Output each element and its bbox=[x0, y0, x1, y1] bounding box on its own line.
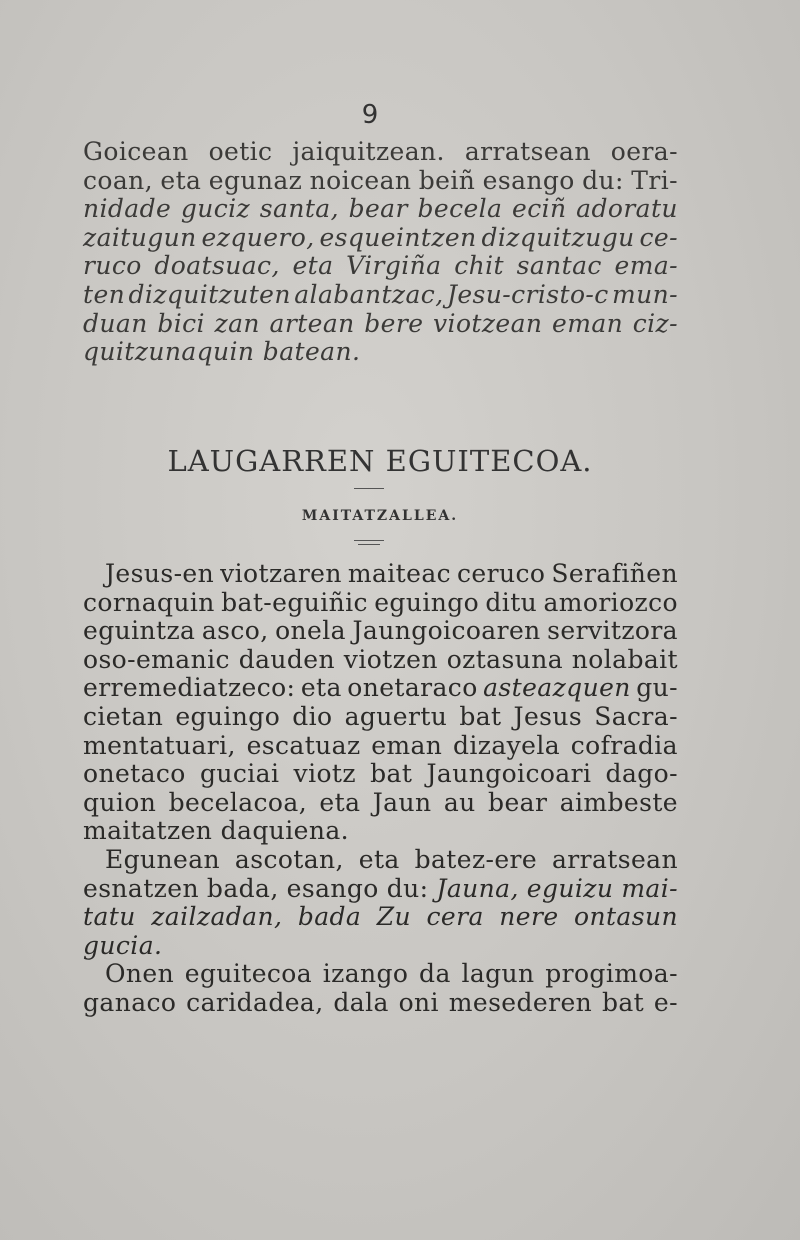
word: adoratu bbox=[576, 194, 678, 224]
word: viotzaren bbox=[220, 559, 342, 588]
word: escatuaz bbox=[246, 730, 361, 760]
word: eguintza bbox=[83, 616, 196, 646]
word: Jauna, bbox=[436, 873, 519, 903]
word: progimoa- bbox=[545, 959, 678, 989]
text-line bbox=[83, 817, 678, 846]
section-subheading: MAITATZALLEA. bbox=[301, 508, 459, 524]
word: bat-eguiñic bbox=[221, 587, 368, 617]
text-line bbox=[83, 281, 678, 310]
word: zan bbox=[214, 308, 260, 338]
word: ganaco bbox=[83, 987, 177, 1017]
word: eciñ bbox=[512, 194, 567, 224]
word: becelacoa, bbox=[168, 787, 308, 817]
word: tatu bbox=[83, 902, 136, 932]
word: oni bbox=[398, 987, 439, 1017]
word: amoriozco bbox=[543, 587, 678, 617]
word: esango bbox=[286, 873, 379, 903]
word: maitatzen bbox=[83, 816, 213, 846]
word: bear bbox=[348, 194, 408, 224]
word: asco, bbox=[201, 616, 269, 646]
word: oso-emanic bbox=[83, 644, 230, 674]
word: eguitecoa bbox=[184, 959, 313, 989]
word: ceruco bbox=[457, 559, 546, 588]
word: mentatuari, bbox=[83, 730, 236, 760]
text-line bbox=[83, 932, 678, 961]
word: Tri- bbox=[631, 165, 678, 195]
word: mesederen bbox=[448, 987, 593, 1017]
word: Serafiñen bbox=[551, 559, 678, 588]
word: eta bbox=[358, 844, 400, 874]
word: eta bbox=[319, 787, 361, 817]
word: guciz bbox=[180, 194, 251, 224]
word: erremediatzeco: bbox=[83, 673, 296, 703]
subheading-rule-bottom bbox=[358, 544, 380, 545]
word: santa, bbox=[259, 194, 339, 224]
text-line bbox=[83, 903, 678, 932]
word: Sacra- bbox=[594, 701, 678, 731]
word: artean bbox=[269, 308, 355, 338]
text-line bbox=[83, 703, 678, 732]
text-line bbox=[83, 732, 678, 761]
word: dala bbox=[333, 987, 389, 1017]
word: bat bbox=[601, 987, 645, 1017]
word: batean. bbox=[262, 337, 361, 367]
text-line bbox=[83, 224, 678, 253]
word: nidade bbox=[83, 194, 172, 224]
text-line bbox=[83, 646, 678, 675]
word: Jaungoicoari bbox=[426, 759, 592, 789]
word: dizquitzugu bbox=[481, 222, 635, 252]
word: du: bbox=[582, 165, 624, 195]
word: eguingo bbox=[175, 701, 281, 731]
word: santac bbox=[516, 251, 602, 281]
word: arratsean bbox=[464, 137, 591, 166]
word: dio bbox=[292, 701, 333, 731]
word: Goicean bbox=[83, 137, 189, 166]
word: egunaz bbox=[208, 165, 303, 195]
text-line bbox=[83, 560, 678, 589]
word: ditu bbox=[485, 587, 538, 617]
word: da bbox=[419, 959, 451, 989]
text-line bbox=[83, 989, 678, 1018]
word: esango bbox=[482, 165, 575, 195]
word: becela bbox=[417, 194, 503, 224]
word: eta bbox=[292, 251, 334, 281]
word: eman bbox=[552, 308, 624, 338]
word: oetic bbox=[208, 137, 273, 166]
word: cornaquin bbox=[83, 587, 215, 617]
word: aimbeste bbox=[559, 787, 678, 817]
subheading-rule-top bbox=[354, 540, 384, 541]
word: au bbox=[443, 787, 476, 817]
word: eta bbox=[160, 165, 202, 195]
word: batez-ere bbox=[414, 844, 538, 874]
word: bici bbox=[157, 308, 205, 338]
word: bat bbox=[370, 759, 413, 789]
word: mai- bbox=[621, 873, 678, 903]
intro-paragraph bbox=[83, 138, 678, 367]
word: Zu bbox=[376, 902, 412, 932]
word: Jaungoicoaren bbox=[352, 616, 541, 646]
word: viotz bbox=[293, 759, 356, 789]
text-line bbox=[83, 167, 678, 196]
word: zailzadan, bbox=[151, 902, 283, 932]
word: beiñ bbox=[418, 165, 476, 195]
word: coan, bbox=[83, 165, 154, 195]
word: esqueintzen bbox=[319, 222, 477, 252]
word: bada bbox=[297, 902, 362, 932]
word: Onen bbox=[105, 959, 175, 989]
word: Jesus bbox=[513, 701, 583, 731]
word: guciai bbox=[199, 759, 280, 789]
word: bear bbox=[488, 787, 548, 817]
word: nolabait bbox=[571, 644, 678, 674]
word: servitzora bbox=[547, 616, 678, 646]
word: noicean bbox=[309, 165, 412, 195]
word: cietan bbox=[83, 701, 164, 731]
word: cera bbox=[426, 902, 484, 932]
word: doatsuac, bbox=[154, 251, 280, 281]
word: ema- bbox=[614, 251, 678, 281]
word: nere bbox=[499, 902, 559, 932]
word: bere bbox=[364, 308, 424, 338]
word: ce- bbox=[639, 222, 678, 252]
word: aguertu bbox=[344, 701, 448, 731]
text-line bbox=[83, 195, 678, 224]
word: chit bbox=[454, 251, 504, 281]
word: oera- bbox=[610, 137, 678, 166]
word: Egunean bbox=[105, 844, 221, 874]
text-line bbox=[83, 252, 678, 281]
text-line bbox=[83, 589, 678, 618]
word: jaiquitzean. bbox=[292, 137, 445, 166]
word: eguizu bbox=[526, 873, 614, 903]
word: eta bbox=[300, 673, 342, 703]
text-line bbox=[83, 960, 678, 989]
text-line bbox=[83, 674, 678, 703]
text-line bbox=[83, 789, 678, 818]
word: viotzean bbox=[433, 308, 543, 338]
text-line bbox=[83, 846, 678, 875]
word: ascotan, bbox=[234, 844, 344, 874]
word: ten bbox=[83, 279, 126, 309]
text-line bbox=[83, 760, 678, 789]
word: duan bbox=[83, 308, 148, 338]
word: Jesu-cristo-c bbox=[446, 279, 609, 309]
word: izango bbox=[322, 959, 409, 989]
word: gucia. bbox=[83, 930, 163, 960]
word: viotzen bbox=[343, 644, 438, 674]
text-line bbox=[83, 617, 678, 646]
word: esnatzen bbox=[83, 873, 199, 903]
word: maiteac bbox=[347, 559, 452, 588]
page-number: 9 bbox=[361, 100, 379, 130]
word: asteazquen bbox=[483, 673, 631, 703]
word: quion bbox=[83, 787, 157, 817]
word: Jaun bbox=[372, 787, 432, 817]
word: alabantzac, bbox=[294, 279, 444, 309]
word: onetaco bbox=[83, 759, 186, 789]
word: arratsean bbox=[551, 844, 678, 874]
word: ciz- bbox=[632, 308, 678, 338]
word: onela bbox=[275, 616, 346, 646]
word: zaitugun bbox=[83, 222, 197, 252]
word: Jesus-en bbox=[105, 559, 215, 588]
word: gu- bbox=[636, 673, 678, 703]
word: ruco bbox=[83, 251, 142, 281]
word: bada, bbox=[206, 873, 279, 903]
section-heading: LAUGARREN EGUITECOA. bbox=[167, 444, 593, 478]
word: eman bbox=[371, 730, 443, 760]
word: quitzunaquin bbox=[83, 337, 255, 367]
text-line bbox=[83, 310, 678, 339]
text-line bbox=[83, 138, 678, 167]
word: e- bbox=[653, 987, 678, 1017]
word: Virgiña bbox=[346, 251, 442, 281]
word: eguingo bbox=[374, 587, 480, 617]
word: daquiena. bbox=[220, 816, 349, 846]
word: caridadea, bbox=[186, 987, 324, 1017]
word: oztasuna bbox=[446, 644, 563, 674]
word: bat bbox=[459, 701, 502, 731]
body-paragraphs bbox=[83, 560, 678, 1018]
word: ezquero, bbox=[201, 222, 315, 252]
word: dizayela bbox=[452, 730, 561, 760]
word: mun- bbox=[612, 279, 678, 309]
word: ontasun bbox=[574, 902, 678, 932]
word: dago- bbox=[605, 759, 678, 789]
word: dauden bbox=[238, 644, 335, 674]
word: cofradia bbox=[570, 730, 678, 760]
text-line bbox=[83, 338, 678, 367]
heading-rule bbox=[354, 488, 384, 489]
word: dizquitzuten bbox=[128, 279, 291, 309]
word: du: bbox=[386, 873, 429, 903]
word: onetaraco bbox=[347, 673, 478, 703]
word: lagun bbox=[461, 959, 535, 989]
text-line bbox=[83, 875, 678, 904]
